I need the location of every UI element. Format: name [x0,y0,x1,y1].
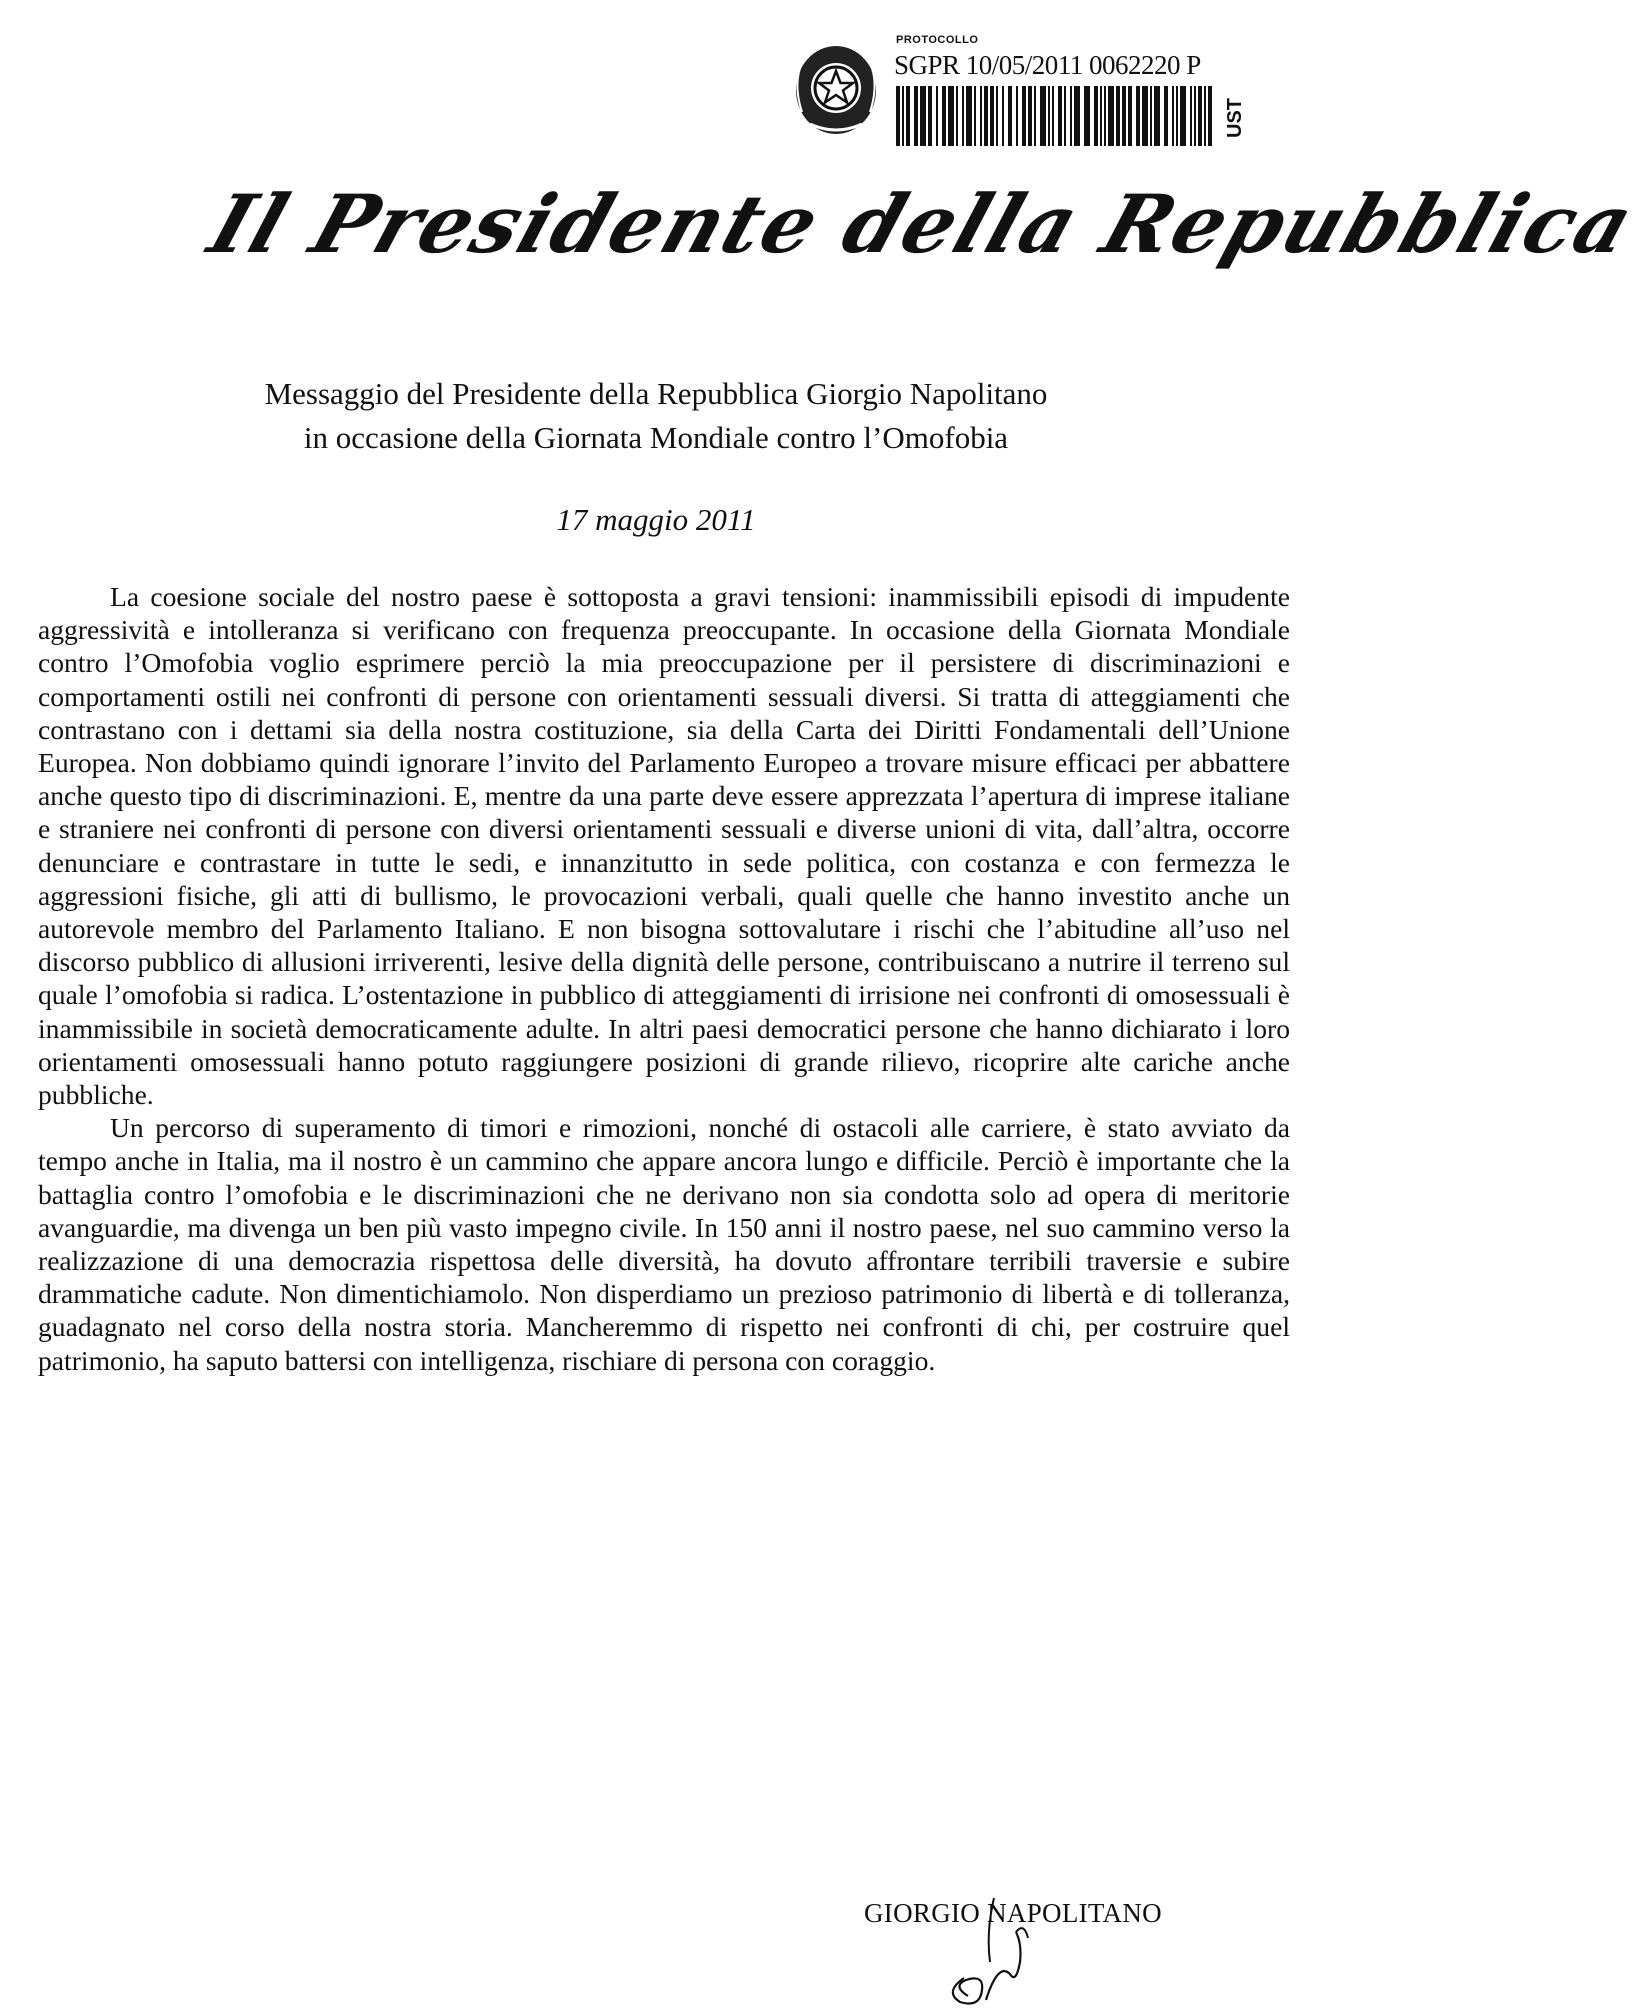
barcode-bar [1052,86,1054,146]
barcode-bar [1016,86,1018,146]
italian-republic-emblem-icon [790,38,882,138]
barcode-bar [1034,86,1036,146]
barcode-bar [1208,86,1212,146]
barcode-icon [894,86,1216,146]
barcode-bar [1048,86,1050,146]
barcode-bar [962,86,964,146]
barcode-bar [914,86,918,146]
message-date: 17 maggio 2011 [556,502,756,537]
title-line-2: in occasione della Giornata Mondiale contro l’Omofobia [303,420,1009,455]
barcode-bar [1116,86,1120,146]
barcode-bar [928,86,932,146]
barcode-bar [974,86,976,146]
protocol-side-code: UST [1224,98,1246,138]
barcode-bar [990,86,994,146]
signatory-name: GIORGIO NAPOLITANO [864,1898,1162,1928]
letterhead-script: Il Presidente della Repubblica [198,177,1647,271]
barcode-bar [1136,86,1140,146]
protocol-label: PROTOCOLLO [896,34,979,46]
barcode-bar [902,86,904,146]
barcode-bar [1084,86,1090,146]
barcode-bar [1074,86,1080,146]
protocol-stamp [790,28,1260,158]
barcode-bar [1194,86,1196,146]
message-title [100,372,1212,460]
barcode-bar [1104,86,1106,146]
protocol-number: SGPR 10/05/2011 0062220 P [894,50,1201,80]
barcode-bar [1094,86,1098,146]
barcode-bar [1058,86,1062,146]
handwritten-signature-icon [924,1892,1084,2010]
barcode-bar [1008,86,1012,146]
barcode-bar [1128,86,1132,146]
barcode-bar [1022,86,1026,146]
title-line-1: Messaggio del Presidente della Repubblica Giorgio Napolitano [264,376,1048,411]
barcode-bar [936,86,938,146]
barcode-bar [1190,86,1192,146]
barcode-bar [1108,86,1114,146]
barcode-bar [966,86,972,146]
message-body [38,580,1290,1377]
barcode-bar [906,86,910,146]
barcode-bar [1154,86,1160,146]
barcode-bar [1002,86,1004,146]
barcode-bar [1198,86,1202,146]
barcode-bar [1150,86,1152,146]
barcode-bar [1164,86,1168,146]
barcode-bar [1172,86,1174,146]
barcode-bar [984,86,988,146]
barcode-bar [896,86,900,146]
barcode-bar [942,86,946,146]
barcode-bar [1028,86,1032,146]
signature-block [864,1892,1284,2012]
barcode-bar [980,86,982,146]
barcode-bar [1204,86,1206,146]
barcode-bar [920,86,926,146]
barcode-bar [1064,86,1066,146]
barcode-bar [1100,86,1102,146]
body-paragraph-1: La coesione sociale del nostro paese è sottoposta a gravi tensioni: inammissibili episodi di impudente aggressività e intolleranza si verificano con frequenza preoccupante. In occasione della Giornata Mondiale contro l’Omofobia voglio esprimere perciò la mia preoccupazione per il persistere di discriminazioni e comportamenti ostili nei confronti di persone con orientamenti sessuali diversi. Si tratta di atteggiamenti che contrastano con i dettami sia della nostra costituzione, sia della Carta dei Diritti Fondamentali dell’Unione Europea. Non dobbiamo quindi ignorare l’invito del Parlamento Europeo a trovare misure efficaci per abbattere anche questo tipo di discriminazioni. E, mentre da una parte deve essere apprezzata l’apertura di imprese italiane e straniere nei confronti di persone con diversi orientamenti sessuali e diverse unioni di vita, dall’altra, occorre denunciare e contrastare in tutte le sedi, e innanzitutto in sede politica, con costanza e con fermezza le aggressioni fisiche, gli atti di bullismo, le provocazioni verbali, quali quelle che hanno investito anche un autorevole membro del Parlamento Italiano. E non bisogna sottovalutare i rischi che l’abitudine all’uso nel discorso pubblico di allusioni irriverenti, lesive della dignità delle persone, contribuiscano a nutrire il terreno sul quale l’omofobia si radica. L’ostentazione in pubblico di atteggiamenti di irrisione nei confronti di omosessuali è inammissibile in società democraticamente adulte. In altri paesi democratici persone che hanno dichiarato i loro orientamenti omosessuali hanno potuto raggiungere posizioni di grande rilievo, ricoprire alte cariche anche pubbliche. [38,581,1290,1111]
barcode-bar [1180,86,1186,146]
barcode-bar [1142,86,1148,146]
barcode-bar [1040,86,1046,146]
barcode-bar [1070,86,1072,146]
barcode-bar [956,86,958,146]
barcode-bar [1122,86,1126,146]
barcode-bar [996,86,998,146]
barcode-bar [948,86,954,146]
body-paragraph-2: Un percorso di superamento di timori e rimozioni, nonché di ostacoli alle carriere, è stato avviato da tempo anche in Italia, ma il nostro è un cammino che appare ancora lungo e difficile. Perciò è importante che la battaglia contro l’omofobia e le discriminazioni che ne derivano non sia condotta solo ad opera di meritorie avanguardie, ma divenga un ben più vasto impegno civile. In 150 anni il nostro paese, nel suo cammino verso la realizzazione di una democrazia rispettosa delle diversità, ha dovuto affrontare terribili traversie e subire drammatiche cadute. Non dimentichiamolo. Non disperdiamo un prezioso patrimonio di libertà e di tolleranza, guadagnato nel corso della nostra storia. Mancheremmo di rispetto nei confronti di chi, per costruire quel patrimonio, ha saputo battersi con intelligenza, rischiare di persona con coraggio. [38,1112,1290,1376]
barcode-bar [1176,86,1178,146]
